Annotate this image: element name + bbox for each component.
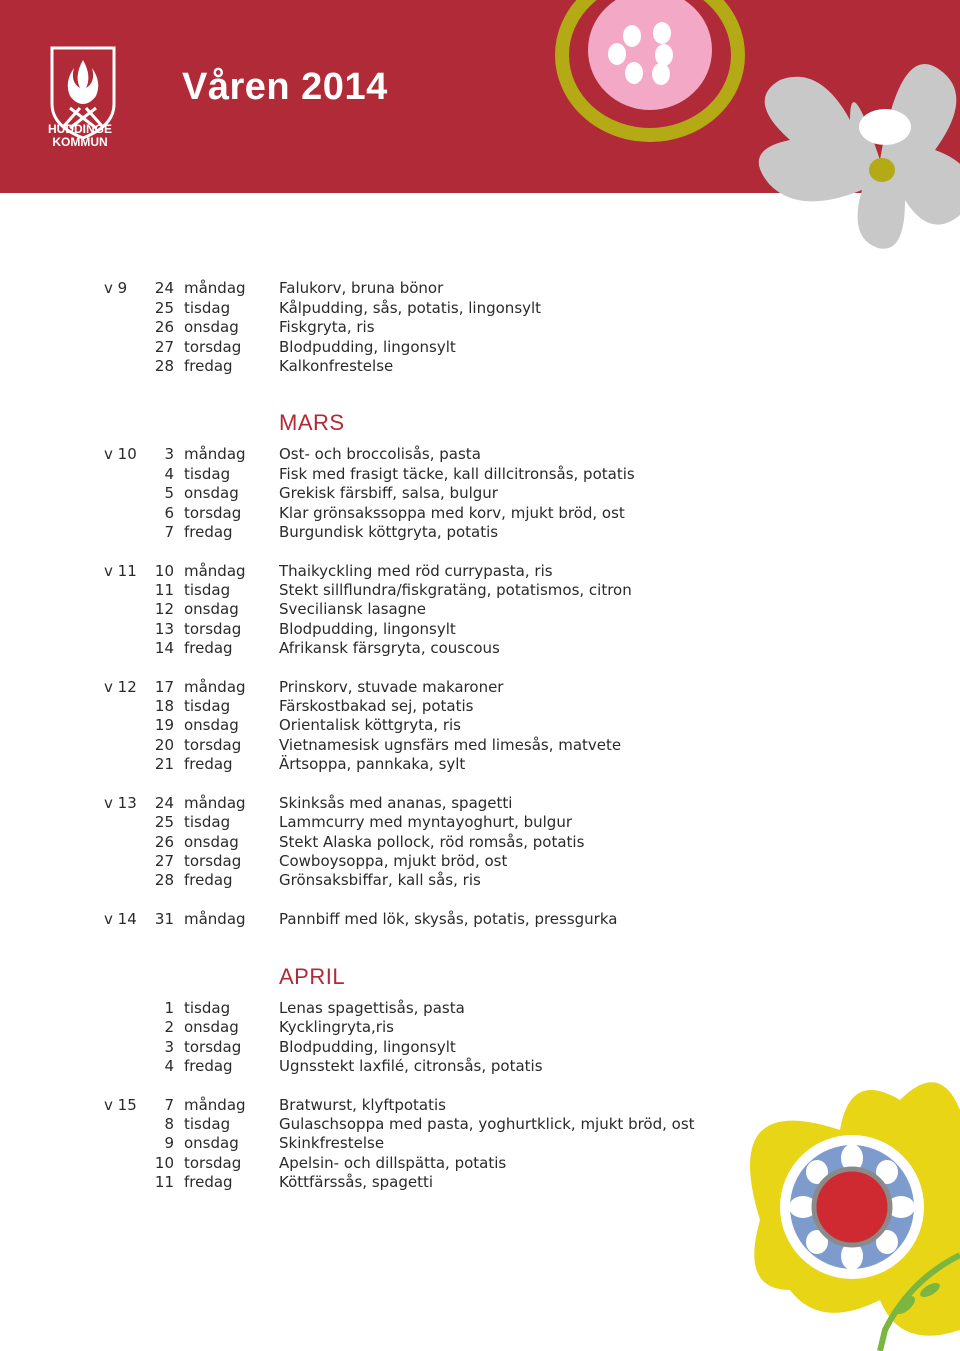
dish: Fiskgryta, ris	[279, 318, 375, 336]
day-number: 25	[154, 813, 174, 831]
weekday: tisdag	[184, 581, 231, 599]
dish: Lenas spagettisås, pasta	[279, 999, 465, 1017]
dish: Lammcurry med myntayoghurt, bulgur	[279, 813, 573, 831]
weekday: torsdag	[184, 620, 242, 638]
day-number: 7	[164, 1096, 174, 1114]
weekday: onsdag	[184, 600, 239, 618]
day-number: 13	[154, 620, 174, 638]
day-number: 11	[154, 1173, 174, 1191]
day-number: 11	[154, 581, 174, 599]
logo-text-line-2: KOMMUN	[52, 135, 108, 149]
weekday: tisdag	[184, 465, 231, 483]
day-number: 10	[154, 562, 174, 580]
dish: Ärtsoppa, pannkaka, sylt	[279, 755, 466, 773]
day-number: 24	[154, 794, 174, 812]
day-number: 1	[164, 999, 174, 1017]
dish: Grekisk färsbiff, salsa, bulgur	[279, 484, 498, 502]
week-number: v 11	[104, 562, 137, 580]
weekday: fredag	[184, 755, 233, 773]
day-number: 27	[154, 852, 174, 870]
day-number: 9	[164, 1134, 174, 1152]
dish: Köttfärssås, spagetti	[279, 1173, 434, 1191]
weekday: torsdag	[184, 852, 242, 870]
dish: Orientalisk köttgryta, ris	[279, 716, 461, 734]
weekday: torsdag	[184, 504, 242, 522]
weekday: onsdag	[184, 833, 239, 851]
day-number: 19	[154, 716, 174, 734]
month-heading-april: APRIL	[279, 964, 346, 989]
weekday: torsdag	[184, 736, 242, 754]
day-number: 4	[164, 1057, 174, 1075]
dish: Skinkfrestelse	[279, 1134, 385, 1152]
logo-text-line-1: HUDDINGE	[47, 122, 112, 136]
weekday: fredag	[184, 523, 233, 541]
page-title: Våren 2014	[182, 66, 388, 108]
week-number: v 12	[104, 678, 137, 696]
weekday: torsdag	[184, 1154, 242, 1172]
weekday: torsdag	[184, 338, 242, 356]
dish: Cowboysoppa, mjukt bröd, ost	[279, 852, 508, 870]
logo-text	[30, 123, 130, 149]
day-number: 27	[154, 338, 174, 356]
weekday: måndag	[184, 562, 246, 580]
day-number: 24	[154, 279, 174, 297]
dish: Färskostbakad sej, potatis	[279, 697, 474, 715]
day-number: 6	[164, 504, 174, 522]
week-number: v 10	[104, 445, 137, 463]
dish: Blodpudding, lingonsylt	[279, 338, 456, 356]
weekday: måndag	[184, 678, 246, 696]
dish: Falukorv, bruna bönor	[279, 279, 444, 297]
weekday: fredag	[184, 871, 233, 889]
weekday: måndag	[184, 910, 246, 928]
day-number: 12	[154, 600, 174, 618]
dish: Kålpudding, sås, potatis, lingonsylt	[279, 299, 542, 317]
dish: Vietnamesisk ugnsfärs med limesås, matvete	[279, 736, 622, 754]
weekday: tisdag	[184, 1115, 231, 1133]
dish: Afrikansk färsgryta, couscous	[279, 639, 500, 657]
dish: Skinksås med ananas, spagetti	[279, 794, 513, 812]
dish: Apelsin- och dillspätta, potatis	[279, 1154, 507, 1172]
week-number: v 15	[104, 1096, 137, 1114]
weekday: måndag	[184, 794, 246, 812]
day-number: 10	[154, 1154, 174, 1172]
day-number: 14	[154, 639, 174, 657]
weekday: tisdag	[184, 999, 231, 1017]
dish: Sveciliansk lasagne	[279, 600, 426, 618]
dish: Grönsaksbiffar, kall sås, ris	[279, 871, 481, 889]
dish: Pannbiff med lök, skysås, potatis, pressgurka	[279, 910, 618, 928]
dish: Blodpudding, lingonsylt	[279, 1038, 456, 1056]
day-number: 26	[154, 318, 174, 336]
day-number: 31	[154, 910, 174, 928]
day-number: 18	[154, 697, 174, 715]
page-header	[0, 0, 960, 193]
day-number: 17	[154, 678, 174, 696]
day-number: 21	[154, 755, 174, 773]
day-number: 8	[164, 1115, 174, 1133]
weekday: tisdag	[184, 813, 231, 831]
dish: Fisk med frasigt täcke, kall dillcitronsås, potatis	[279, 465, 635, 483]
weekday: torsdag	[184, 1038, 242, 1056]
day-number: 26	[154, 833, 174, 851]
dish: Stekt sillflundra/fiskgratäng, potatismos, citron	[279, 581, 632, 599]
weekday: fredag	[184, 639, 233, 657]
week-number: v 14	[104, 910, 137, 928]
weekday: fredag	[184, 1057, 233, 1075]
dish: Blodpudding, lingonsylt	[279, 620, 456, 638]
dish: Gulaschsoppa med pasta, yoghurtklick, mjukt bröd, ost	[279, 1115, 695, 1133]
day-number: 28	[154, 357, 174, 375]
week-number: v 13	[104, 794, 137, 812]
weekday: fredag	[184, 357, 233, 375]
dish: Kycklingryta,ris	[279, 1018, 394, 1036]
day-number: 7	[164, 523, 174, 541]
weekday: onsdag	[184, 716, 239, 734]
weekday: fredag	[184, 1173, 233, 1191]
dish: Ost- och broccolisås, pasta	[279, 445, 481, 463]
day-number: 20	[154, 736, 174, 754]
day-number: 4	[164, 465, 174, 483]
day-number: 2	[164, 1018, 174, 1036]
weekday: onsdag	[184, 1018, 239, 1036]
day-number: 3	[164, 1038, 174, 1056]
dish: Klar grönsakssoppa med korv, mjukt bröd, ost	[279, 504, 625, 522]
dish: Prinskorv, stuvade makaroner	[279, 678, 504, 696]
dish: Kalkonfrestelse	[279, 357, 394, 375]
week-number: v 9	[104, 279, 128, 297]
dish: Ugnsstekt laxfilé, citronsås, potatis	[279, 1057, 543, 1075]
weekday: onsdag	[184, 318, 239, 336]
weekday: tisdag	[184, 299, 231, 317]
day-number: 28	[154, 871, 174, 889]
weekday: onsdag	[184, 1134, 239, 1152]
dish: Burgundisk köttgryta, potatis	[279, 523, 499, 541]
dish: Bratwurst, klyftpotatis	[279, 1096, 446, 1114]
day-number: 25	[154, 299, 174, 317]
dish: Stekt Alaska pollock, röd romsås, potatis	[279, 833, 585, 851]
dish: Thaikyckling med röd currypasta, ris	[279, 562, 553, 580]
day-number: 3	[164, 445, 174, 463]
day-number: 5	[164, 484, 174, 502]
weekday: måndag	[184, 445, 246, 463]
month-heading-mars: MARS	[279, 410, 345, 435]
weekday: onsdag	[184, 484, 239, 502]
weekday: tisdag	[184, 697, 231, 715]
weekday: måndag	[184, 1096, 246, 1114]
weekday: måndag	[184, 279, 246, 297]
